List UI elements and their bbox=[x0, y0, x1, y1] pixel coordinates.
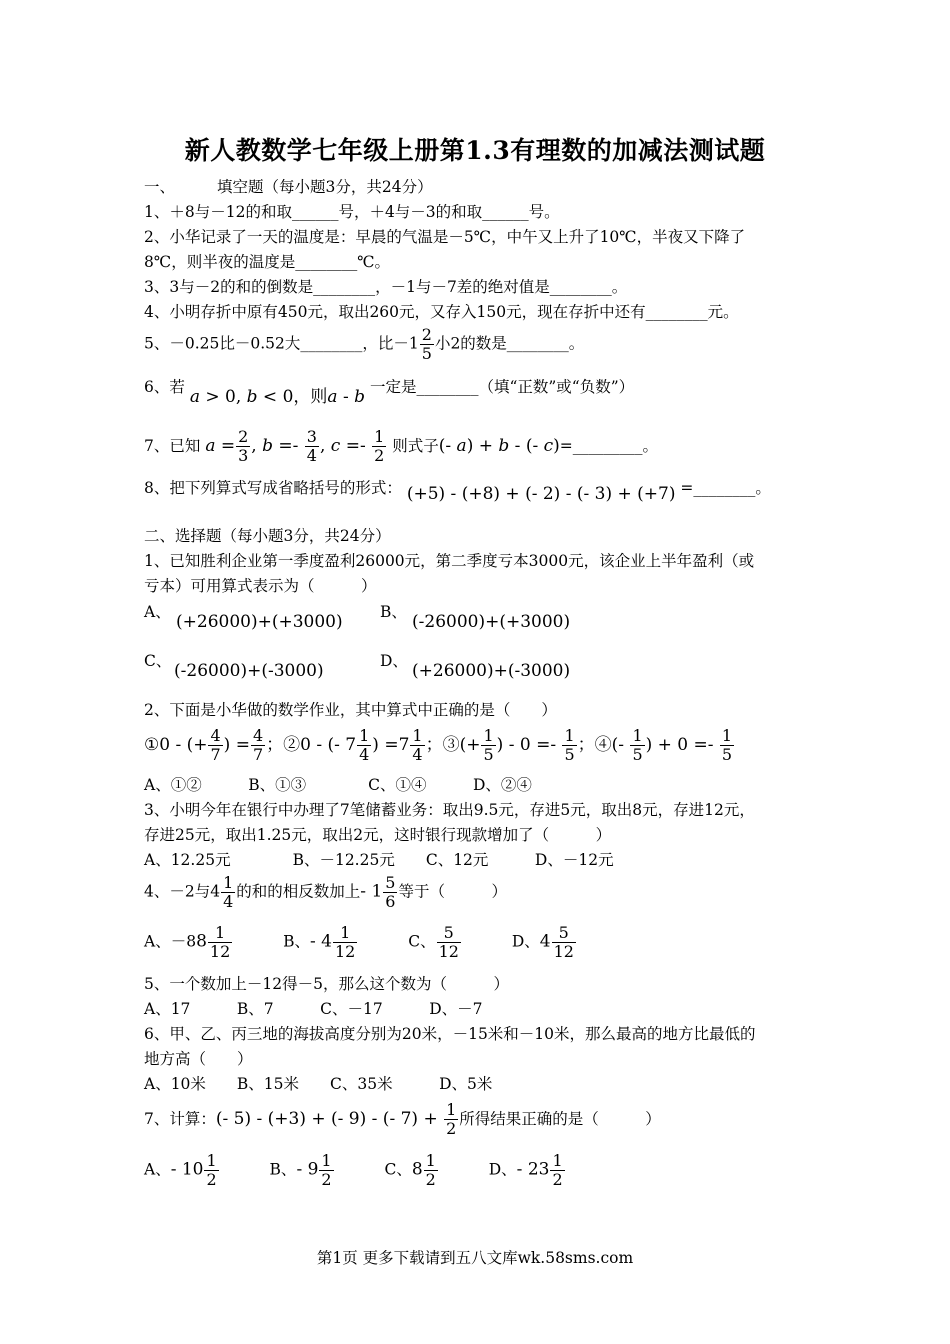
s2-q7-expression: (- 5) - (+3) + (- 9) - (- 7) + $\frac{1}{2}$ bbox=[215, 1100, 457, 1138]
s1-q2-line2: 8℃，则半夜的温度是________℃。 bbox=[144, 253, 391, 271]
s2-q3-options: A、12.25元 B、－12.25元 C、12元 D、－12元 bbox=[144, 851, 614, 869]
s1-q7-expression: (- a) + b - (- c) bbox=[438, 436, 560, 456]
s2-q7-option-d-label: D、 bbox=[488, 1160, 517, 1179]
s1-q6 bbox=[144, 377, 635, 407]
fraction-2-5: $\frac{2}{5}$ bbox=[421, 325, 432, 363]
s1-q7 bbox=[144, 428, 658, 465]
s2-q2: 2、下面是小华做的数学作业，其中算式中正确的是（ ） bbox=[144, 701, 557, 719]
s1-q5 bbox=[144, 326, 584, 363]
s2-q1-option-a-label: A、 bbox=[144, 603, 171, 621]
s2-q7-option-a-label: A、 bbox=[144, 1160, 171, 1179]
s2-q1-option-b-label: B、 bbox=[380, 603, 407, 621]
s1-q8-expression: (+5) - (+8) + (- 2) - (- 3) + (+7) bbox=[406, 484, 676, 504]
s2-q7-text: 7、计算： bbox=[144, 1110, 216, 1128]
s2-q4-option-a-label: A、－8 bbox=[144, 932, 197, 951]
s1-q6-condition: a > 0, b < 0，则a - b bbox=[189, 387, 365, 407]
section1-heading-text: 填空题（每小题3分，共24分） bbox=[217, 178, 433, 196]
s2-q5-options: A、17 B、7 C、－17 D、－7 bbox=[144, 1000, 483, 1018]
s2-q1-option-b: (-26000)+(+3000) bbox=[412, 612, 571, 632]
s2-q7-option-c-label: C、 bbox=[384, 1160, 412, 1179]
s2-q4-text-2: 的和的相反数加上 bbox=[236, 882, 361, 901]
s2-q4-option-d-label: D、 bbox=[511, 932, 540, 951]
s1-q7-text-2: 则式子 bbox=[392, 437, 439, 455]
s2-q6-line1: 6、甲、乙、丙三地的海拔高度分别为20米，－15米和－10米，那么最高的地方比最低的 bbox=[144, 1025, 756, 1043]
s2-q7-options: A、- 10 $\frac{1}{2}$ B、- 9 $\frac{1}{2}$ C、8 $\frac{1}{2}$ D、- 23 $\frac{1}{2}$ bbox=[144, 1151, 563, 1189]
s1-q8-text-2: =________。 bbox=[680, 479, 771, 497]
section1-heading bbox=[144, 177, 433, 197]
s2-q5: 5、一个数加上－12得－5，那么这个数为（ ） bbox=[144, 975, 509, 993]
s1-q3: 3、3与－2的和的倒数是________，－1与－7差的绝对值是________。 bbox=[144, 278, 628, 296]
s2-q4-text-3: 等于（ ） bbox=[398, 882, 507, 901]
section1-number: 一、 bbox=[144, 178, 176, 196]
s1-q4: 4、小明存折中原有450元，取出260元，又存入150元，现在存折中还有________元。 bbox=[144, 303, 739, 321]
s2-q7-option-b-label: B、 bbox=[269, 1160, 297, 1179]
s2-q6-line2: 地方高（ ） bbox=[144, 1050, 253, 1068]
s2-q4-option-b-label: B、 bbox=[283, 932, 311, 951]
s1-q6-text: 6、若 bbox=[144, 378, 185, 396]
s1-q6-text-2: 一定是________（填“正数”或“负数”） bbox=[369, 378, 635, 396]
s2-q4-options: A、－88 $\frac{1}{12}$ B、- 4 $\frac{1}{12}$ C、 $\frac{5}{12}$ D、4 $\frac{5}{12}$ bbox=[144, 923, 574, 961]
s2-q2-items: ①0 - (+ $\frac{4}{7}$ ) = $\frac{4}{7}$ ；②0 - (- 7 $\frac{1}{4}$ ) =7 $\frac{1}{4}$ ；③(+ $\frac{1}{5}$ ) - 0 =- $\frac{1}{5}$ ；④(- $\frac{1}{5}$ ) + 0 =- $\frac{1}{5}$ bbox=[144, 726, 733, 764]
s2-q4-text: 4、－2与4 bbox=[144, 882, 221, 901]
s2-q1-option-c-label: C、 bbox=[144, 652, 172, 670]
s1-q2-line1: 2、小华记录了一天的温度是：早晨的气温是－5℃，中午又上升了10℃，半夜又下降了 bbox=[144, 228, 746, 246]
s2-q1-line2: 亏本）可用算式表示为（ ） bbox=[144, 577, 377, 595]
s2-q7-text-2: 所得结果正确的是（ ） bbox=[459, 1110, 661, 1128]
section2-heading: 二、选择题（每小题3分，共24分） bbox=[144, 527, 391, 545]
s1-q8-text: 8、把下列算式写成省略括号的形式： bbox=[144, 479, 402, 497]
page-footer: 第1页 更多下载请到五八文库wk.58sms.com bbox=[316, 1249, 634, 1267]
s2-q2-options: A、①② B、①③ C、①④ D、②④ bbox=[144, 776, 532, 794]
s2-q3-line1: 3、小明今年在银行中办理了7笔储蓄业务：取出9.5元，存进5元，取出8元，存进12元， bbox=[144, 801, 755, 819]
s2-q7 bbox=[144, 1101, 661, 1138]
page-title: 新人教数学七年级上册第1.3有理数的加减法测试题 bbox=[184, 136, 766, 165]
s1-q7-given: a = $\frac{2}{3}$ , b =- $\frac{3}{4}$ , c =- $\frac{1}{2}$ bbox=[205, 427, 385, 465]
s1-q7-text-3: =_________。 bbox=[559, 437, 659, 455]
s2-q1-option-a: (+26000)+(+3000) bbox=[176, 612, 343, 632]
s1-q5-text: 5、－0.25比－0.52大________，比－1 bbox=[144, 334, 419, 353]
s2-q1-option-d: (+26000)+(-3000) bbox=[412, 661, 571, 681]
s2-q1-option-c: (-26000)+(-3000) bbox=[174, 661, 324, 681]
s1-q7-text: 7、已知 bbox=[144, 437, 201, 455]
s1-q8 bbox=[144, 478, 771, 504]
s2-q1-line1: 1、已知胜利企业第一季度盈利26000元，第二季度亏本3000元，该企业上半年盈利（或 bbox=[144, 552, 755, 570]
s2-q1-option-d-label: D、 bbox=[380, 652, 408, 670]
s2-q4: 4、－2与4 $\frac{1}{4}$ 的和的相反数加上- 1 $\frac{5}{6}$ 等于（ ） bbox=[144, 873, 507, 911]
s2-q6-options: A、10米 B、15米 C、35米 D、5米 bbox=[144, 1075, 493, 1093]
s1-q1: 1、＋8与－12的和取______号，＋4与－3的和取______号。 bbox=[144, 203, 560, 221]
s1-q5-text-2: 小2的数是________。 bbox=[434, 334, 585, 353]
s2-q3-line2: 存进25元，取出1.25元，取出2元，这时银行现款增加了（ ） bbox=[144, 826, 612, 844]
s2-q4-option-c-label: C、 bbox=[408, 932, 436, 951]
